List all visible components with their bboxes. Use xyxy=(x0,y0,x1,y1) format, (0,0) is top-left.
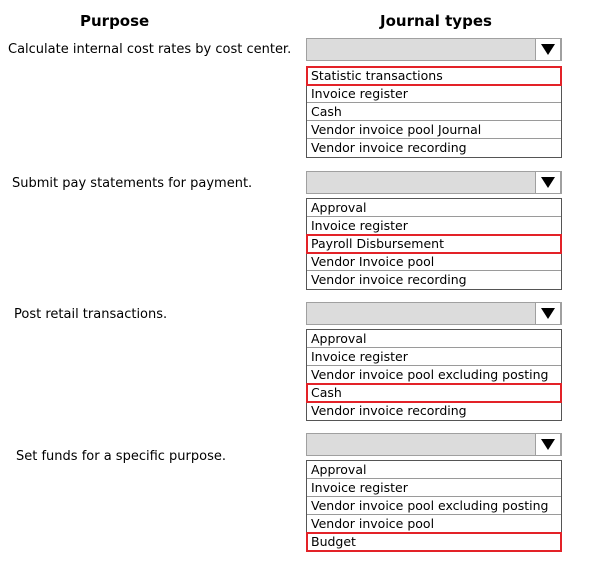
journal-type-options-2 xyxy=(306,198,562,290)
option[interactable]: Invoice register xyxy=(307,217,561,235)
option[interactable]: Approval xyxy=(307,199,561,217)
chevron-down-icon[interactable] xyxy=(535,433,561,456)
option[interactable]: Approval xyxy=(307,461,561,479)
option[interactable]: Vendor invoice pool excluding posting xyxy=(307,366,561,384)
option[interactable]: Vendor invoice recording xyxy=(311,403,467,418)
selected-option[interactable]: Cash xyxy=(307,384,561,402)
option[interactable]: Approval xyxy=(307,330,561,348)
journal-type-dropdown-3[interactable] xyxy=(306,302,562,325)
option[interactable]: Invoice register xyxy=(307,348,561,366)
journal-type-options-1 xyxy=(306,66,562,158)
selected-option[interactable]: Statistic transactions xyxy=(307,67,561,85)
purpose-text-1: Calculate internal cost rates by cost center. xyxy=(8,42,292,57)
purpose-text-2: Submit pay statements for payment. xyxy=(12,176,253,191)
option[interactable]: Vendor Invoice pool xyxy=(307,253,561,271)
chevron-down-icon[interactable] xyxy=(535,38,561,61)
option[interactable]: Cash xyxy=(307,103,561,121)
option[interactable]: Vendor invoice pool excluding posting xyxy=(307,497,561,515)
option[interactable]: Invoice register xyxy=(307,479,561,497)
option[interactable]: Vendor invoice pool xyxy=(307,515,561,533)
selected-option[interactable]: Budget xyxy=(307,533,561,551)
purpose-text-3: Post retail transactions. xyxy=(14,307,168,322)
option[interactable]: Vendor invoice recording xyxy=(311,140,467,155)
journal-type-dropdown-4[interactable] xyxy=(306,433,562,456)
chevron-down-icon[interactable] xyxy=(535,171,561,194)
journal-type-options-4 xyxy=(306,460,562,552)
option[interactable]: Vendor invoice recording xyxy=(311,272,467,287)
journal-type-dropdown-1[interactable] xyxy=(306,38,562,61)
journal-type-options-3 xyxy=(306,329,562,421)
purpose-header: Purpose xyxy=(80,12,150,30)
purpose-text-4: Set funds for a specific purpose. xyxy=(16,449,226,464)
option[interactable]: Invoice register xyxy=(307,85,561,103)
option[interactable]: Vendor invoice pool Journal xyxy=(307,121,561,139)
journal-types-header: Journal types xyxy=(380,12,492,30)
selected-option[interactable]: Payroll Disbursement xyxy=(307,235,561,253)
journal-type-dropdown-2[interactable] xyxy=(306,171,562,194)
chevron-down-icon[interactable] xyxy=(535,302,561,325)
